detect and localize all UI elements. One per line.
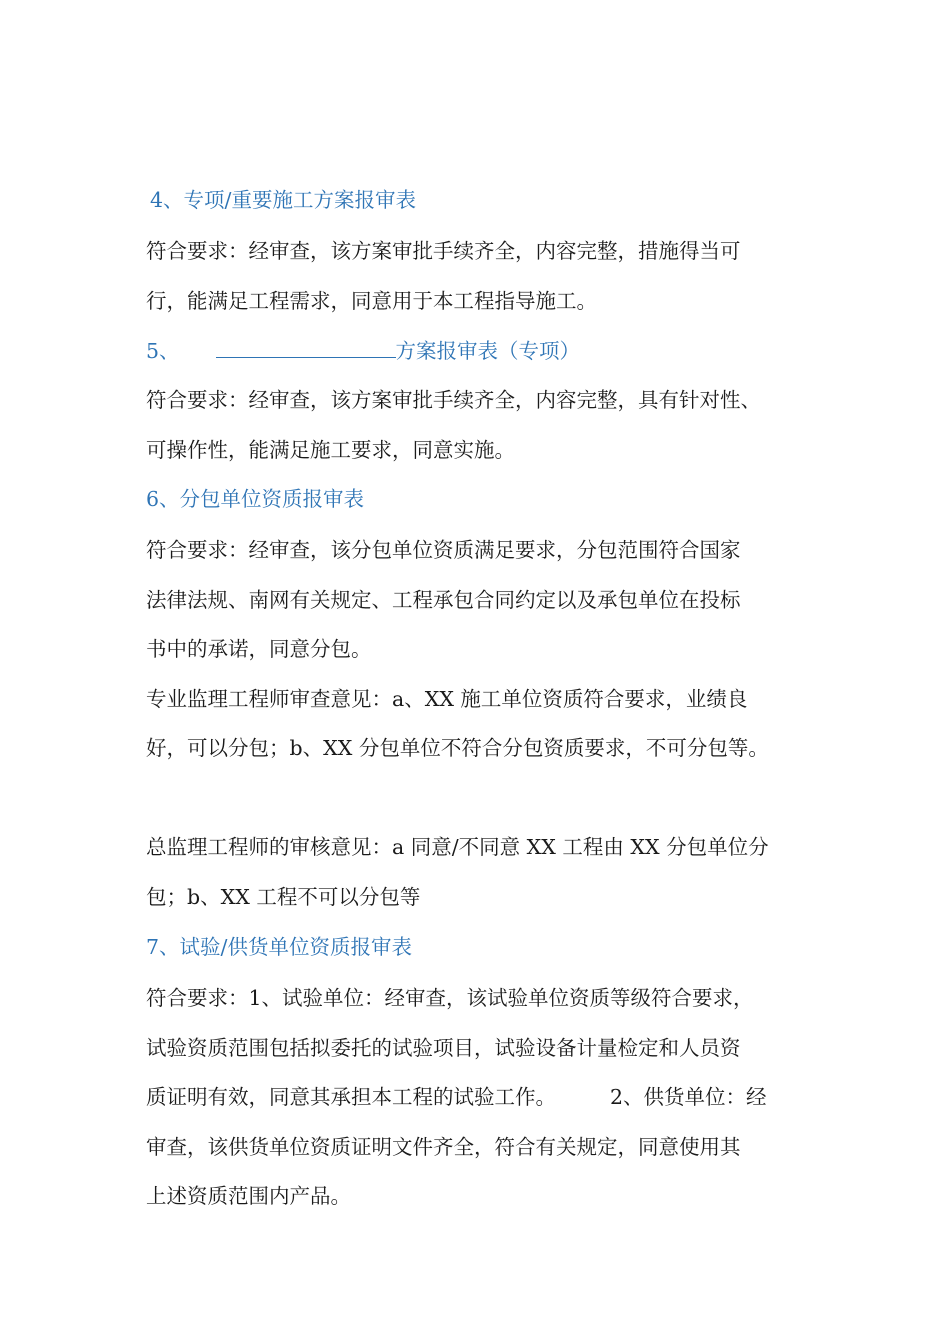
section-6-heading: 6、分包单位资质报审表 bbox=[146, 487, 365, 511]
section-4-line-1: 符合要求：经审查，该方案审批手续齐全，内容完整，措施得当可 bbox=[146, 239, 741, 263]
section-7-line-3-tail: 2、供货单位：经 bbox=[610, 1085, 767, 1109]
section-5-line-1: 符合要求：经审查，该方案审批手续齐全，内容完整，具有针对性、 bbox=[146, 388, 761, 412]
section-6-line-3: 书中的承诺，同意分包。 bbox=[146, 637, 372, 661]
section-5-line-2: 可操作性，能满足施工要求，同意实施。 bbox=[146, 438, 515, 462]
section-7-line-2: 试验资质范围包括拟委托的试验项目，试验设备计量检定和人员资 bbox=[146, 1036, 741, 1060]
section-6-line-2: 法律法规、南网有关规定、工程承包合同约定以及承包单位在投标 bbox=[146, 588, 741, 612]
section-7-line-3 bbox=[146, 1082, 836, 1112]
section-6-line-1: 符合要求：经审查，该分包单位资质满足要求，分包范围符合国家 bbox=[146, 538, 741, 562]
section-7-line-4: 审查，该供货单位资质证明文件齐全，符合有关规定，同意使用其 bbox=[146, 1135, 741, 1159]
section-7-line-5: 上述资质范围内产品。 bbox=[146, 1184, 351, 1208]
section-7-line-3-text: 质证明有效，同意其承担本工程的试验工作。 bbox=[146, 1085, 556, 1109]
section-5-heading-suffix: 方案报审表（专项） bbox=[395, 339, 581, 363]
section-7-line-1: 符合要求：1、试验单位：经审查，该试验单位资质等级符合要求， bbox=[146, 986, 754, 1010]
section-5-heading-prefix: 5、 bbox=[146, 339, 180, 363]
section-6-line-4: 专业监理工程师审查意见：a、XX 施工单位资质符合要求，业绩良 bbox=[146, 687, 748, 711]
section-6-line-7: 包；b、XX 工程不可以分包等 bbox=[146, 885, 421, 909]
section-6-line-6: 总监理工程师的审核意见：a 同意/不同意 XX 工程由 XX 分包单位分 bbox=[146, 835, 769, 859]
fill-in-blank bbox=[216, 335, 396, 358]
section-6-line-5: 好，可以分包；b、XX 分包单位不符合分包资质要求，不可分包等。 bbox=[146, 736, 769, 760]
section-5-heading bbox=[146, 335, 836, 366]
section-7-heading: 7、试验/供货单位资质报审表 bbox=[146, 935, 412, 959]
section-4-heading: 4、专项/重要施工方案报审表 bbox=[150, 188, 416, 212]
section-4-line-2: 行，能满足工程需求，同意用于本工程指导施工。 bbox=[146, 289, 597, 313]
